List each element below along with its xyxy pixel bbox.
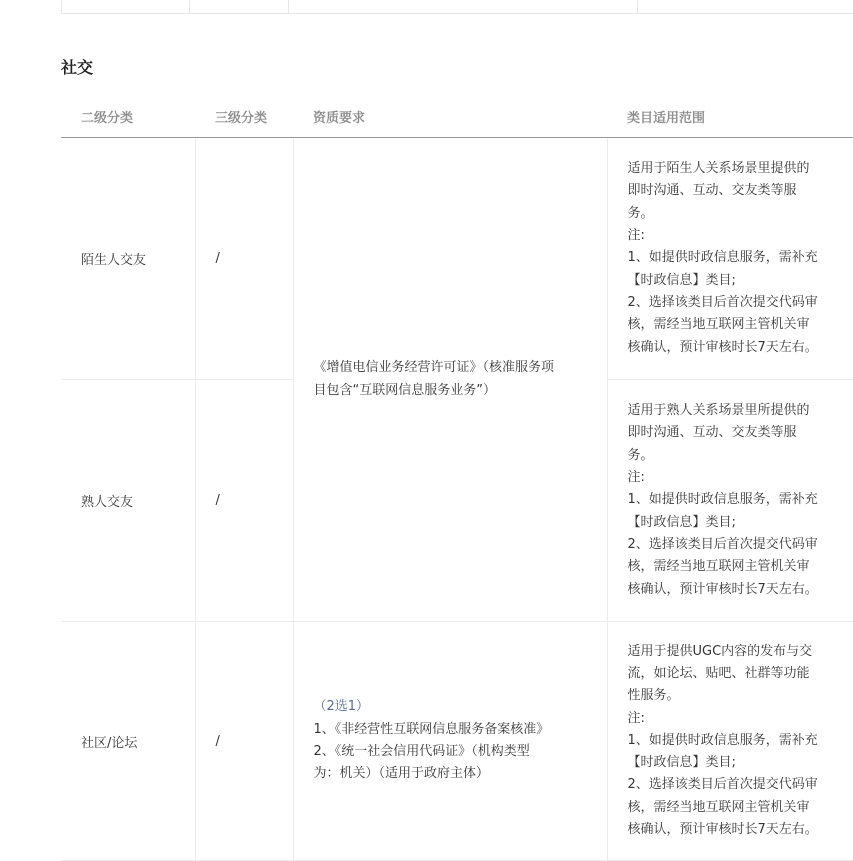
table-row (61, 622, 853, 861)
prev-col-divider (61, 0, 62, 13)
previous-table-bottom (61, 0, 853, 14)
scope-line: 2、选择该类目后首次提交代码审 (628, 774, 853, 796)
scope-cell (607, 380, 853, 622)
scope-line: 务。 (628, 203, 853, 225)
scope-line: 1、如提供时政信息服务，需补充 (628, 247, 853, 269)
secondary-category-cell: 陌生人交友 (61, 138, 195, 380)
scope-line: 性服务。 (628, 685, 853, 707)
tertiary-category-cell: / (195, 380, 293, 622)
qualification-line: 《增值电信业务经营许可证》（核准服务项 (314, 357, 607, 379)
scope-line: 核确认，预计审核时长7天左右。 (628, 579, 853, 601)
table-header-row (61, 95, 853, 138)
prev-col-divider (637, 0, 638, 13)
scope-line: 核，需经当地互联网主管机关审 (628, 556, 853, 578)
qualification-line: 目包含“互联网信息服务业务”） (314, 380, 607, 402)
qualification-cell (293, 622, 607, 861)
qualification-line: 2、《统一社会信用代码证》（机构类型 (314, 741, 607, 763)
header-qualification: 资质要求 (293, 95, 607, 138)
qualification-line: （2选1） (314, 696, 607, 718)
scope-line: 注: (628, 467, 853, 489)
header-scope: 类目适用范围 (607, 95, 853, 138)
category-table (61, 95, 853, 861)
qualification-line: 为：机关）（适用于政府主体） (314, 763, 607, 785)
scope-line: 注: (628, 225, 853, 247)
table-row (61, 138, 853, 380)
scope-line: 适用于熟人关系场景里所提供的 (628, 400, 853, 422)
scope-line: 核，需经当地互联网主管机关审 (628, 314, 853, 336)
scope-cell (607, 138, 853, 380)
tertiary-category-cell: / (195, 622, 293, 861)
scope-cell (607, 622, 853, 861)
scope-line: 1、如提供时政信息服务，需补充 (628, 489, 853, 511)
prev-col-divider (288, 0, 289, 13)
scope-line: 【时政信息】类目; (628, 512, 853, 534)
scope-line: 2、选择该类目后首次提交代码审 (628, 534, 853, 556)
scope-line: 适用于提供UGC内容的发布与交 (628, 641, 853, 663)
prev-col-divider (189, 0, 190, 13)
scope-line: 核确认，预计审核时长7天左右。 (628, 819, 853, 841)
scope-line: 即时沟通、互动、交友类等服 (628, 422, 853, 444)
scope-line: 2、选择该类目后首次提交代码审 (628, 292, 853, 314)
scope-line: 核，需经当地互联网主管机关审 (628, 797, 853, 819)
header-tertiary-category: 三级分类 (195, 95, 293, 138)
scope-line: 流，如论坛、贴吧、社群等功能 (628, 663, 853, 685)
qualification-cell (293, 138, 607, 622)
scope-line: 注: (628, 708, 853, 730)
scope-line: 【时政信息】类目; (628, 752, 853, 774)
scope-line: 适用于陌生人关系场景里提供的 (628, 158, 853, 180)
scope-line: 即时沟通、互动、交友类等服 (628, 180, 853, 202)
section-title: 社交 (61, 57, 93, 79)
scope-line: 务。 (628, 445, 853, 467)
tertiary-category-cell: / (195, 138, 293, 380)
qualification-line: 1、《非经营性互联网信息服务备案核准》 (314, 719, 607, 741)
scope-line: 核确认，预计审核时长7天左右。 (628, 337, 853, 359)
secondary-category-cell: 社区/论坛 (61, 622, 195, 861)
scope-line: 【时政信息】类目; (628, 270, 853, 292)
scope-line: 1、如提供时政信息服务，需补充 (628, 730, 853, 752)
secondary-category-cell: 熟人交友 (61, 380, 195, 622)
header-secondary-category: 二级分类 (61, 95, 195, 138)
